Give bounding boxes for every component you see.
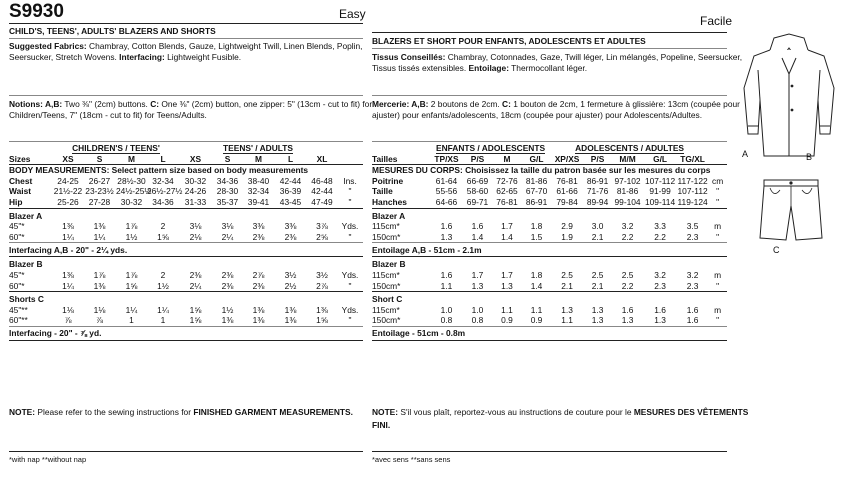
fr-size-col: P/S (590, 153, 605, 164)
table-row: Hip 25-26 27-28 30-32 34-36 31-33 35-37 39-41 43-45 47-49 " (9, 197, 363, 208)
fr-blazer-b: Blazer B (372, 259, 406, 270)
en-notions-text: Two ⅜" (2cm) buttons. (62, 99, 151, 109)
fr-notions: Mercerie: A,B: 2 boutons de 2cm. C: 1 bouton de 2cm, 1 fermeture à glissière: 13cm (coupée pour (372, 99, 740, 109)
table-row: 45"* 1⅜ 1⅜ 1⅞ 2 3⅛ 3⅛ 3⅜ 3⅜ 3⅞ Yds. (9, 221, 359, 232)
table-row: Waist 21½-22 23-23½ 24½-25½ 26½-27½ 24-26 28-30 32-34 36-39 42-44 " (9, 186, 352, 197)
table-row: 115cm* 1.6 1.7 1.7 1.8 2.5 2.5 2.5 3.2 3.2 m (372, 269, 722, 280)
fr-size-col: P/S (470, 153, 485, 164)
fr-size-col: TG/XL (680, 153, 705, 164)
en-fabrics-line2 (9, 52, 241, 63)
table-row: Taille 55-56 58-60 62-65 67-70 61-66 71-76 81-86 91-99 107-112 " (372, 186, 720, 197)
en-blazer-a: Blazer A (9, 210, 43, 221)
en-size-col: XS (189, 153, 202, 164)
fr-sizes-label: Tailles (372, 153, 398, 164)
en-group2: TEENS' / ADULTS (223, 143, 293, 153)
en-interfacing-label: Interfacing: (119, 52, 165, 62)
en-fabrics-rule (9, 95, 363, 96)
fr-interfacing-c: Entoilage - 51cm - 0.8m (372, 328, 466, 339)
en-interfacing-c: Interfacing - 20" - ⅞ yd. (9, 328, 102, 339)
table-row: 45"* 1⅜ 1⅞ 1⅞ 2 2⅜ 2⅜ 2⅞ 3½ 3½ Yds. (9, 269, 359, 280)
fr-size-col: G/L (653, 153, 668, 164)
fr-size-table (372, 143, 727, 341)
fr-shorts-c: Short C (372, 294, 403, 305)
table-row: Hanches 64-66 69-71 76-81 86-91 79-84 89-94 99-104 109-114 119-124 " (372, 197, 727, 208)
en-title: CHILD'S, TEENS', ADULTS' BLAZERS AND SHORTS (9, 26, 216, 36)
en-interfacing-text: Lightweight Fusible. (164, 52, 242, 62)
en-interfacing-ab: Interfacing A,B - 20" - 2¼ yds. (9, 244, 128, 255)
en-footnote: *with nap **without nap (9, 455, 87, 464)
table-row: 150cm* 1.1 1.3 1.3 1.4 2.1 2.1 2.2 2.3 2.3 " (372, 281, 727, 292)
shorts-sketch (756, 176, 826, 244)
fr-size-col: TP/XS (434, 153, 459, 164)
fr-notions-rule (372, 141, 727, 142)
en-fabrics (9, 41, 362, 52)
en-size-table (9, 143, 363, 341)
fr-title-rule (372, 48, 727, 49)
table-row: 150cm* 1.3 1.4 1.4 1.5 1.9 2.1 2.2 2.2 2.3 " (372, 232, 727, 243)
table-row: 60"** ⅞ ⅞ 1 1 1⅝ 1⅜ 1⅜ 1⅜ 1⅝ " (9, 315, 363, 326)
en-size-col: M (255, 153, 262, 164)
en-size-col: XL (316, 153, 328, 164)
en-notions-line2: Children/Teens, 7" (18cm - cut to fit) for Teens/Adults. (9, 110, 207, 120)
table-row: Poitrine 61-64 66-69 72-76 81-86 76-81 86-91 97-102 107-112 117-122 cm (372, 175, 724, 186)
en-group1: CHILDREN'S / TEENS' (72, 143, 160, 153)
view-label-b: B (806, 152, 813, 162)
en-fabrics-label: Suggested Fabrics: (9, 41, 87, 51)
table-row: 115cm* 1.0 1.0 1.1 1.1 1.3 1.3 1.6 1.6 1.6 m (372, 304, 722, 315)
fr-fabrics-rule (372, 95, 727, 96)
en-note: NOTE: Please refer to the sewing instructions for FINISHED GARMENT MEASUREMENTS. (9, 407, 353, 417)
en-top-rule (9, 23, 363, 24)
en-size-col: M (128, 153, 135, 164)
en-size-col: S (96, 153, 103, 164)
fr-group1: ENFANTS / ADOLESCENTS (436, 143, 546, 153)
fr-note: NOTE: S'il vous plaît, reportez-vous au instructions de couture pour le MESURES DES VÊTEMENTS (372, 407, 749, 417)
fr-fabrics-line2: Tissus tissés extensibles. Entoilage: Thermocollant léger. (372, 63, 588, 73)
difficulty-fr: Facile (700, 14, 733, 28)
table-row: 150cm* 0.8 0.8 0.9 0.9 1.1 1.3 1.3 1.3 1.6 " (372, 315, 727, 326)
en-notions (9, 99, 372, 110)
en-shorts-c: Shorts C (9, 294, 44, 305)
fr-note-line2: FINI. (372, 420, 391, 430)
en-notions-rule (9, 141, 363, 142)
en-sizes-label: Sizes (9, 153, 31, 164)
fr-size-col: G/L (529, 153, 544, 164)
fr-body-meas: MESURES DU CORPS: Choisissez la taille du patron basée sur les mesures du corps (372, 165, 711, 176)
en-bottom-rule (9, 451, 363, 452)
en-fabrics-text2: Seersucker, Stretch Wovens. (9, 52, 117, 62)
fr-notions-line2: ajuster) pour enfants/adolescents, 18cm (coupée pour ajuster) pour Adolescents/Adultes. (372, 110, 703, 120)
fr-interfacing-ab: Entoilage A,B - 51cm - 2.1m (372, 244, 482, 255)
fr-size-col: XP/XS (554, 153, 580, 164)
table-row: 60"* 1¼ 1¼ 1½ 1⅝ 2⅛ 2¼ 2⅜ 2⅜ 2⅝ " (9, 232, 363, 243)
pattern-number: S9930 (9, 1, 64, 22)
table-row: 45"** 1⅛ 1⅛ 1¼ 1¼ 1⅝ 1½ 1⅜ 1⅜ 1⅜ Yds. (9, 304, 359, 315)
en-size-col: XS (62, 153, 74, 164)
en-body-meas: BODY MEASUREMENTS: Select pattern size based on body measurements (9, 165, 309, 176)
fr-fabrics: Tissus Conseillés: Chambray, Cotonnades, Gaze, Twill léger, Lin mélangés, Popeline, Seersucker, (372, 52, 743, 62)
en-notions-label: Notions: A,B: (9, 99, 63, 109)
blazer-sketch (734, 30, 844, 160)
en-blazer-b: Blazer B (9, 259, 43, 270)
en-notions-text2: One ⅜" (2cm) button, one zipper: 5" (13cm - cut to fit) for (159, 99, 373, 109)
en-title-rule (9, 38, 363, 39)
fr-footnote: *avec sens **sans sens (372, 455, 451, 464)
table-row: 60"* 1¼ 1⅜ 1⅝ 1½ 2¼ 2⅜ 2⅜ 2½ 2⅞ " (9, 281, 363, 292)
en-notions-c: C: (150, 99, 160, 109)
en-size-col: L (287, 153, 294, 164)
en-size-col: L (160, 153, 166, 164)
difficulty-en: Easy (339, 7, 366, 21)
table-row: Chest 24-25 26-27 28½-30 32-34 30-32 34-36 38-40 42-44 46-48 Ins. (9, 175, 357, 186)
fr-bottom-rule (372, 451, 727, 452)
en-size-col: S (224, 153, 231, 164)
en-fabrics-text: Chambray, Cotton Blends, Gauze, Lightweight Twill, Linen Blends, Poplin, (86, 41, 363, 51)
fr-top-rule (372, 32, 727, 33)
fr-blazer-a: Blazer A (372, 210, 406, 221)
table-row: 115cm* 1.6 1.6 1.7 1.8 2.9 3.0 3.2 3.3 3.5 m (372, 221, 722, 232)
view-label-c: C (773, 245, 780, 255)
fr-size-col: M/M (619, 153, 636, 164)
fr-group2: ADOLESCENTS / ADULTES (575, 143, 685, 153)
fr-size-col: M (503, 153, 511, 164)
view-label-a: A (742, 149, 749, 159)
fr-title: BLAZERS ET SHORT POUR ENFANTS, ADOLESCENTS ET ADULTES (372, 36, 646, 46)
